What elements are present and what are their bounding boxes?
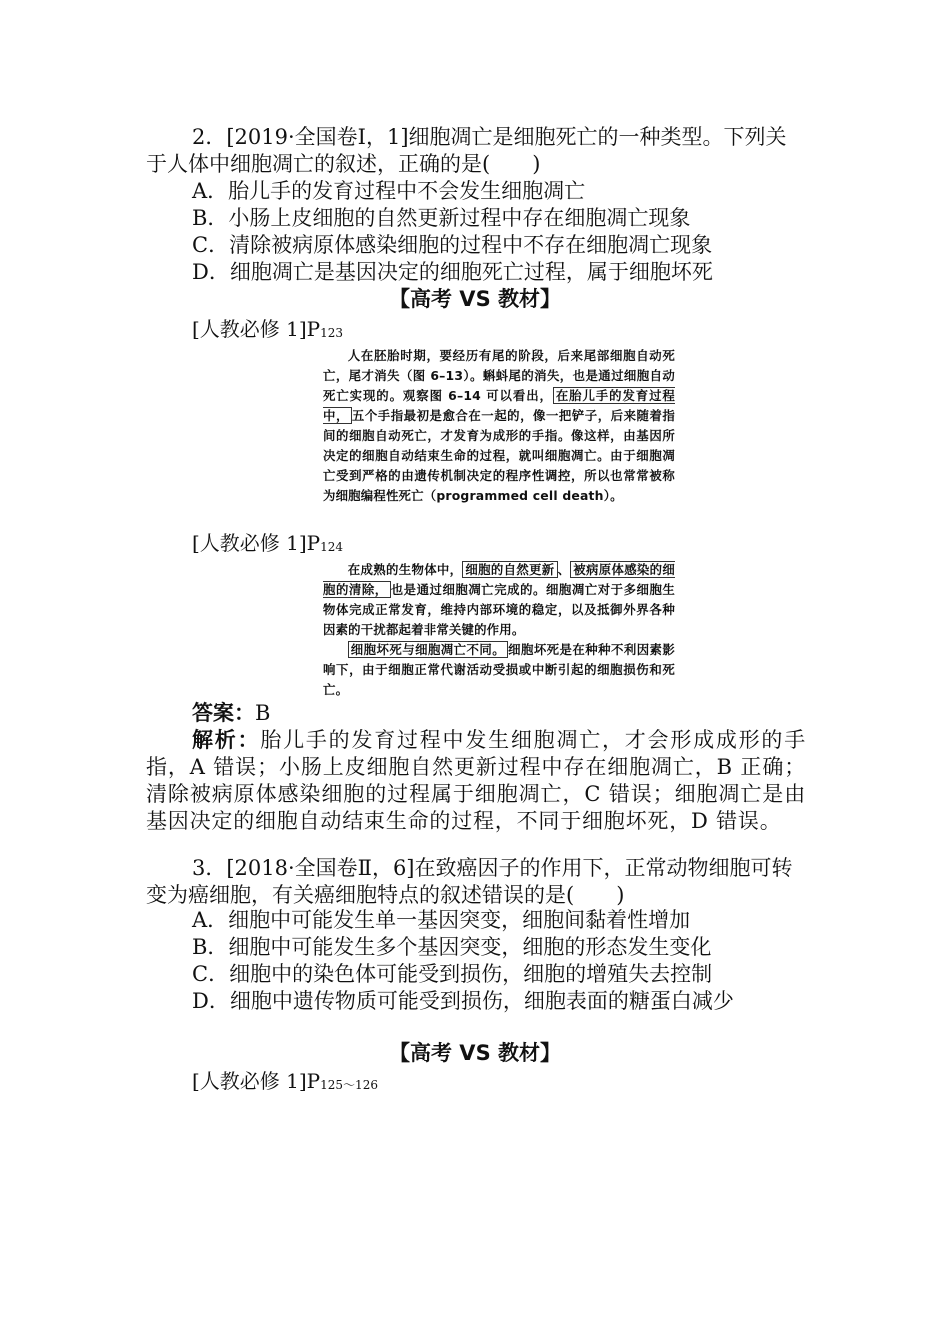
ref-label: [人教必修 1]P	[192, 317, 321, 341]
q3-option-c: C．细胞中的染色体可能受到损伤，细胞的增殖失去控制	[192, 962, 713, 986]
highlight-box: 被病原体感染的细胞的清除，	[323, 562, 675, 597]
ref-label: [人教必修 1]P	[192, 531, 321, 555]
q3-section-heading: 【高考 VS 教材】	[389, 1041, 561, 1065]
excerpt-text: 五个手指最初是愈合在一起的，像一把铲子，后来随着指间的细胞自动死亡，才发育为成形的手指。像这样，由基因所决定的细胞自动结束生命的过程，就叫细胞凋亡。由于细胞凋亡受到严格的由遗传机制决定的程序性调控，所以也常常被称为细胞编程性死亡（programmed cell death）。	[323, 408, 676, 503]
ref-page: 125～126	[320, 1078, 378, 1092]
highlight-box: 细胞坏死与细胞凋亡不同。	[348, 641, 508, 658]
ref-label: [人教必修 1]P	[192, 1069, 321, 1093]
q2-stem: 2．[2019·全国卷Ⅰ，1]细胞凋亡是细胞死亡的一种类型。下列关于人体中细胞凋亡的叙述，正确的是( )	[146, 125, 787, 176]
excerpt-text: 人在胚胎时期，要经历有尾的阶段，后来尾部细胞自动死亡，尾才消失（图 6–13）。蝌蚪尾的消失，也是通过细胞自动死亡实现的。观察图 6–14 可以看出，	[323, 348, 675, 403]
q3-option-d: D．细胞中遗传物质可能受到损伤，细胞表面的糖蛋白减少	[192, 989, 734, 1013]
q3-option-b: B．细胞中可能发生多个基因突变，细胞的形态发生变化	[192, 935, 712, 959]
q3-textbook-ref	[192, 1068, 378, 1097]
q3-stem: 3．[2018·全国卷Ⅱ，6]在致癌因子的作用下，正常动物细胞可转变为癌细胞，有关癌细胞特点的叙述错误的是( )	[146, 856, 793, 907]
answer-label: 答案：	[192, 701, 255, 725]
excerpt-text: 在成熟的生物体中，	[347, 562, 463, 577]
analysis-text: 胎儿手的发育过程中发生细胞凋亡，才会形成成形的手指，A 错误；小肠上皮细胞自然更新过程中存在细胞凋亡，B 正确；清除被病原体感染细胞的过程属于细胞凋亡，C 错误；细胞凋亡是由基因决定的细胞自动结束生命的过程，不同于细胞坏死，D 错误。	[146, 728, 807, 833]
answer-value: B	[255, 701, 271, 725]
q2-answer	[192, 700, 270, 727]
highlight-box: 在胎儿手的发育过程中，	[323, 388, 675, 423]
ref-page: 123	[320, 326, 344, 340]
textbook-excerpt-2	[323, 560, 675, 700]
q2-option-b: B．小肠上皮细胞的自然更新过程中存在细胞凋亡现象	[192, 206, 691, 230]
q2-option-c: C．清除被病原体感染细胞的过程中不存在细胞凋亡现象	[192, 233, 713, 257]
q2-textbook-ref-1	[192, 316, 343, 345]
q2-section-heading: 【高考 VS 教材】	[389, 287, 561, 311]
excerpt-text: 、	[557, 562, 571, 577]
q2-option-a: A．胎儿手的发育过程中不会发生细胞凋亡	[192, 179, 586, 203]
excerpt-text: 也是通过细胞凋亡完成的。细胞凋亡对于多细胞生物体完成正常发育，维持内部环境的稳定，以及抵御外界各种因素的干扰都起着非常关键的作用。	[323, 582, 676, 637]
q3-option-a: A．细胞中可能发生单一基因突变，细胞间黏着性增加	[192, 908, 691, 932]
q2-textbook-ref-2	[192, 530, 343, 559]
excerpt-text: 细胞坏死是在种种不利因素影响下，由于细胞正常代谢活动受损或中断引起的细胞损伤和死亡。	[323, 642, 675, 697]
ref-page: 124	[320, 540, 344, 554]
q2-analysis	[146, 727, 806, 835]
analysis-label: 解析：	[192, 728, 261, 752]
textbook-excerpt-1	[323, 346, 675, 506]
highlight-box: 细胞的自然更新	[462, 561, 557, 578]
q2-option-d: D．细胞凋亡是基因决定的细胞死亡过程，属于细胞坏死	[192, 260, 713, 284]
